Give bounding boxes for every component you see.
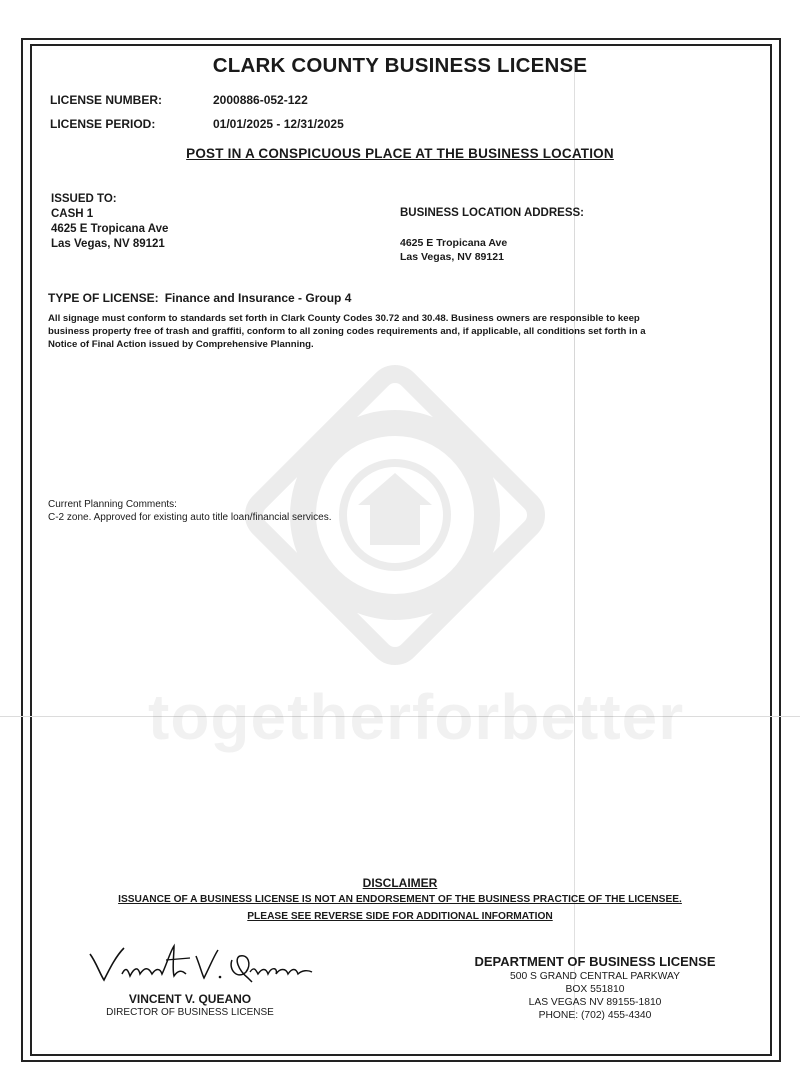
document-title: CLARK COUNTY BUSINESS LICENSE xyxy=(212,54,588,77)
license-number-label: LICENSE NUMBER: xyxy=(50,93,163,107)
planning-comments-text: C-2 zone. Approved for existing auto title loan/financial services. xyxy=(48,512,332,523)
department-phone: PHONE: (702) 455-4340 xyxy=(538,1010,652,1021)
license-type-label: TYPE OF LICENSE: xyxy=(48,291,159,305)
department-address-3: LAS VEGAS NV 89155-1810 xyxy=(528,997,662,1008)
disclaimer-heading: DISCLAIMER xyxy=(362,876,438,890)
issued-to-street: 4625 E Tropicana Ave xyxy=(51,223,169,235)
department-name: DEPARTMENT OF BUSINESS LICENSE xyxy=(474,954,716,969)
signage-line-3: Notice of Final Action issued by Comprehensive Planning. xyxy=(48,339,314,350)
disclaimer-line-1: ISSUANCE OF A BUSINESS LICENSE IS NOT AN ENDORSEMENT OF THE BUSINESS PRACTICE OF THE LICENSEE. xyxy=(118,894,682,905)
license-type-line xyxy=(48,291,351,305)
watermark-tagline: togetherforbetter xyxy=(148,681,685,753)
director-signature xyxy=(82,940,322,990)
signage-requirements xyxy=(48,312,738,351)
business-location-city: Las Vegas, NV 89121 xyxy=(400,251,504,263)
issued-to-label: ISSUED TO: xyxy=(51,193,117,205)
license-number-value: 2000886-052-122 xyxy=(213,93,308,107)
business-location-label: BUSINESS LOCATION ADDRESS: xyxy=(400,207,585,219)
signage-line-2: business property free of trash and graffiti, conform to all zoning codes requirements and, if applicable, all conditions set forth in a xyxy=(48,326,646,337)
license-type-value: Finance and Insurance - Group 4 xyxy=(164,291,352,305)
license-period-value: 01/01/2025 - 12/31/2025 xyxy=(213,117,344,131)
license-period-label: LICENSE PERIOD: xyxy=(50,117,156,131)
issued-to-city: Las Vegas, NV 89121 xyxy=(51,238,165,250)
department-address-1: 500 S GRAND CENTRAL PARKWAY xyxy=(510,971,680,982)
planning-comments-label: Current Planning Comments: xyxy=(48,499,177,510)
issued-to-name: CASH 1 xyxy=(51,208,94,220)
department-block xyxy=(440,954,750,1022)
director-name: VINCENT V. QUEANO xyxy=(128,992,252,1006)
business-location-address xyxy=(400,236,507,264)
disclaimer-line-2: PLEASE SEE REVERSE SIDE FOR ADDITIONAL INFORMATION xyxy=(247,911,553,922)
signage-line-1: All signage must conform to standards set forth in Clark County Codes 30.72 and 30.48. Business owners are responsible to keep xyxy=(48,313,640,324)
director-title: DIRECTOR OF BUSINESS LICENSE xyxy=(106,1007,274,1018)
issued-to-block xyxy=(51,192,168,252)
planning-comments xyxy=(48,498,332,524)
post-notice-heading: POST IN A CONSPICUOUS PLACE AT THE BUSINESS LOCATION xyxy=(186,146,614,161)
business-location-street: 4625 E Tropicana Ave xyxy=(400,237,508,249)
department-address-2: BOX 551810 xyxy=(565,984,625,995)
